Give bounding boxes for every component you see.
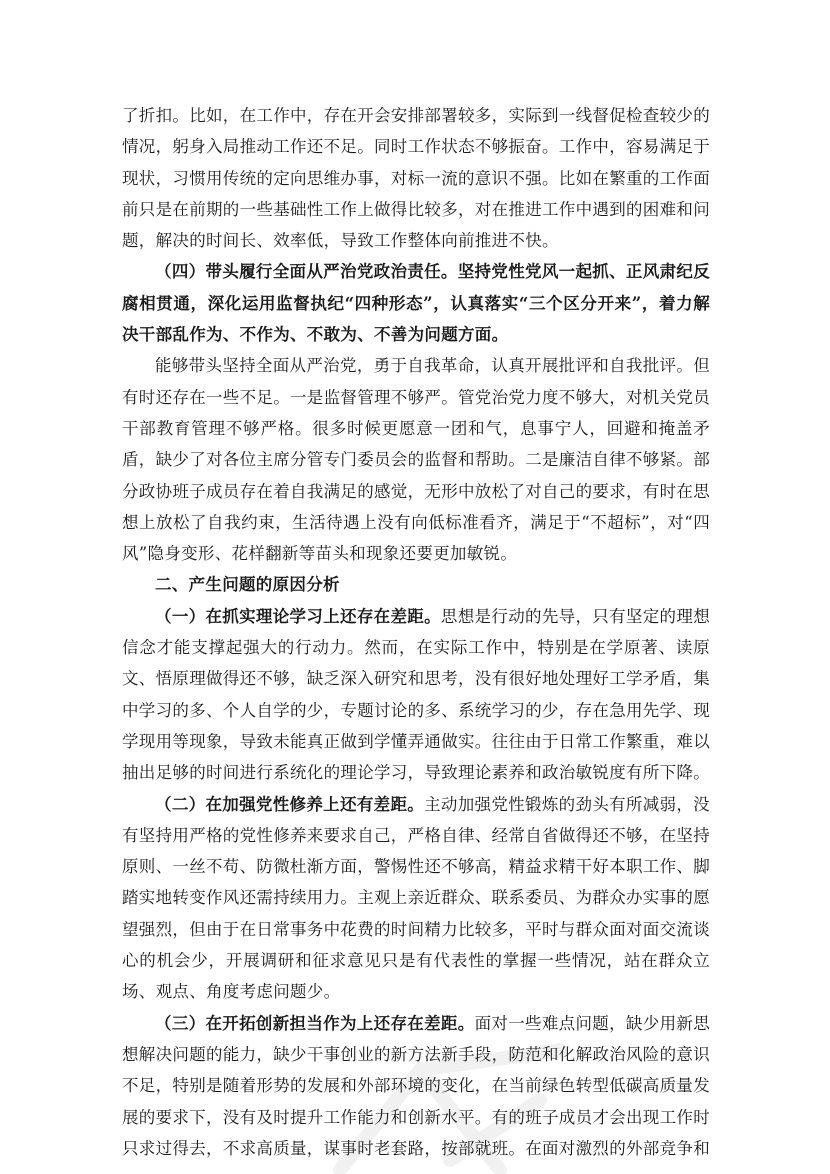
paragraph-text: 面对一些难点问题，缺少用新思想解决问题的能力，缺少干事创业的新方法新手段，防范和化解政治风险的意识不足，特别是随着形势的发展和外部环境的变化，在当前绿色转型低碳高质量发展的要求下，没有及时提升工作能力和创新水平。有的班子成员才会出现工作时只求过得去，不求高质量，谋事时老套路，按部就班。在面对激烈的外部竞争和 bbox=[122, 1013, 711, 1158]
paragraph-bold-lead: （二）在加强党性修养上还有差距。 bbox=[155, 794, 425, 814]
paragraph-theory-study bbox=[122, 601, 710, 789]
paragraph-bold-lead: （三）在开拓创新担当作为上还存在差距。 bbox=[155, 1013, 475, 1033]
heading-text: 二、产生问题的原因分析 bbox=[155, 575, 340, 595]
paragraph-party-spirit bbox=[122, 789, 710, 1008]
paragraph-bold-lead: （四）带头履行全面从严治党政治责任。坚持党性党风一起抓、正风肃纪反腐相贯通，深化运用监督执纪“四种形态”，认真落实“三个区分开来”，着力解决干部乱作为、不作为、不敢为、不善为问题方面。 bbox=[122, 262, 710, 345]
paragraph-text: 了折扣。比如，在工作中，存在开会安排部署较多，实际到一线督促检查较少的情况，躬身入局推动工作还不足。同时工作状态不够振奋。工作中，容易满足于现状，习惯用传统的定向思维办事，对标一流的意识不强。比如在繁重的工作面前只是在前期的一些基础性工作上做得比较多，对在推进工作中遇到的困难和问题，解决的时间长、效率低，导致工作整体向前推进不快。 bbox=[122, 106, 710, 251]
paragraph-bold-lead: （一）在抓实理论学习上还存在差距。 bbox=[155, 606, 441, 626]
paragraph-text: 主动加强党性锻炼的劲头有所减弱，没有坚持用严格的党性修养来要求自己，严格自律、经常自省做得还不够，在坚持原则、一丝不苟、防微杜渐方面，警惕性还不够高，精益求精干好本职工作、脚踏实地转变作风还需持续用力。主观上亲近群众、联系委员、为群众办实事的愿望强烈，但由于在日常事务中花费的时间精力比较多，平时与群众面对面交流谈心的机会少，开展调研和征求意见只是有代表性的掌握一些情况，站在群众立场、观点、角度考虑问题少。 bbox=[122, 794, 710, 1002]
paragraph-text: 能够带头坚持全面从严治党，勇于自我革命，认真开展批评和自我批评。但有时还存在一些不足。一是监督管理不够严。管党治党力度不够大，对机关党员干部教育管理不够严格。很多时候更愿意一团和气，息事宁人，回避和掩盖矛盾，缺少了对各位主席分管专门委员会的监督和帮助。二是廉洁自律不够紧。部分政协班子成员存在着自我满足的感觉，无形中放松了对自己的要求，有时在思想上放松了自我约束，生活待遇上没有向低标准看齐，满足于“不超标”，对“四风”隐身变形、花样翻新等苗头和现象还要更加敏锐。 bbox=[122, 356, 710, 564]
paragraph-innovation bbox=[122, 1008, 710, 1164]
paragraph-discipline bbox=[122, 350, 710, 569]
document-body bbox=[122, 100, 710, 1164]
paragraph-continuation bbox=[122, 100, 710, 256]
section-four-heading bbox=[122, 256, 710, 350]
paragraph-text: 思想是行动的先导，只有坚定的理想信念才能支撑起强大的行动力。然而，在实际工作中，特别是在学原著、读原文、悟原理做得还不够，缺乏深入研究和思考，没有很好地处理好工学矛盾，集中学习的多、个人自学的少，专题讨论的多、系统学习的少，存在急用先学、现学现用等现象，导致未能真正做到学懂弄通做实。往往由于日常工作繁重，难以抽出足够的时间进行系统化的理论学习，导致理论素养和政治敏锐度有所下降。 bbox=[122, 606, 710, 783]
section-two-heading bbox=[122, 569, 710, 600]
